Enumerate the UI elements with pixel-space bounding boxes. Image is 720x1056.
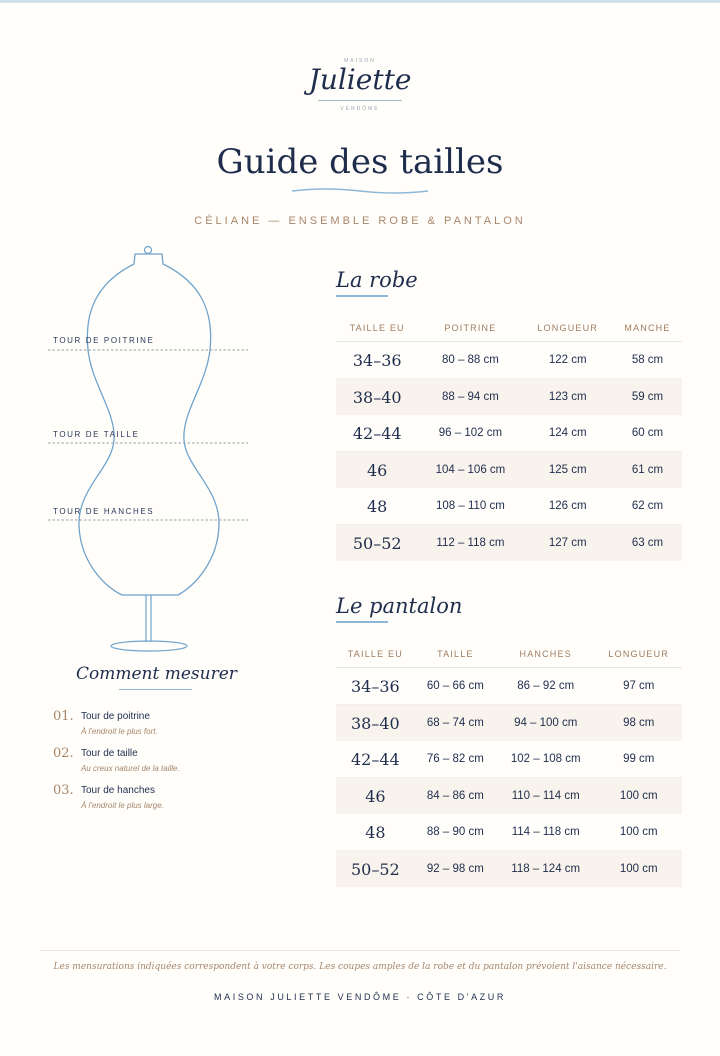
pantalon-header-longueur: LONGUEUR xyxy=(595,641,682,668)
manche-cell: 60 cm xyxy=(613,415,682,452)
size-cell: 50–52 xyxy=(336,525,418,562)
size-cell: 46 xyxy=(336,778,415,815)
poitrine-cell: 80 – 88 cm xyxy=(418,342,522,379)
robe-size-table xyxy=(336,315,682,561)
manche-cell: 58 cm xyxy=(613,342,682,379)
table-row xyxy=(336,342,682,379)
howto-title: Comment mesurer xyxy=(76,664,237,684)
table-row xyxy=(336,525,682,562)
robe-header-longueur: LONGUEUR xyxy=(522,315,613,342)
table-row xyxy=(336,379,682,416)
poitrine-cell: 88 – 94 cm xyxy=(418,379,522,416)
table-row xyxy=(336,488,682,525)
taille-cell: 60 – 66 cm xyxy=(415,668,496,705)
manche-cell: 63 cm xyxy=(613,525,682,562)
step-number: 03. xyxy=(53,783,74,798)
table-row xyxy=(336,741,682,778)
size-cell: 50–52 xyxy=(336,851,415,888)
robe-section-underline xyxy=(336,295,388,297)
hanches-cell: 110 – 114 cm xyxy=(496,778,595,815)
pantalon-header-taille-eu: TAILLE EU xyxy=(336,641,415,668)
manche-cell: 59 cm xyxy=(613,379,682,416)
table-row xyxy=(336,778,682,815)
size-cell: 34–36 xyxy=(336,668,415,705)
manche-cell: 61 cm xyxy=(613,452,682,489)
step-name: Tour de hanches xyxy=(81,785,155,796)
poitrine-cell: 96 – 102 cm xyxy=(418,415,522,452)
footnote: Les mensurations indiquées correspondent à votre corps. Les coupes amples de la robe et du pantalon prévoient l'aisance nécessaire. xyxy=(53,962,667,972)
table-row xyxy=(336,668,682,705)
table-row xyxy=(336,705,682,742)
longueur-cell: 97 cm xyxy=(595,668,682,705)
poitrine-cell: 112 – 118 cm xyxy=(418,525,522,562)
longueur-cell: 126 cm xyxy=(522,488,613,525)
step-note: À l'endroit le plus fort. xyxy=(81,727,158,736)
hanches-cell: 94 – 100 cm xyxy=(496,705,595,742)
brand-top-text: MAISON xyxy=(344,58,376,64)
step-note: À l'endroit le plus large. xyxy=(81,801,164,810)
hanches-cell: 114 – 118 cm xyxy=(496,814,595,851)
size-cell: 46 xyxy=(336,452,418,489)
poitrine-cell: 108 – 110 cm xyxy=(418,488,522,525)
size-cell: 42–44 xyxy=(336,415,418,452)
footer-divider xyxy=(40,950,680,951)
size-cell: 42–44 xyxy=(336,741,415,778)
brand-logo: Juliette xyxy=(308,63,412,96)
mannequin-illustration xyxy=(40,238,260,662)
pantalon-size-table xyxy=(336,641,682,887)
table-row xyxy=(336,851,682,888)
longueur-cell: 124 cm xyxy=(522,415,613,452)
step-name: Tour de poitrine xyxy=(81,711,150,722)
longueur-cell: 125 cm xyxy=(522,452,613,489)
footer-brand: MAISON JULIETTE VENDÔME · CÔTE D'AZUR xyxy=(214,992,506,1002)
robe-header-poitrine: POITRINE xyxy=(418,315,522,342)
longueur-cell: 123 cm xyxy=(522,379,613,416)
brand-bottom-text: VENDÔME xyxy=(340,106,380,112)
label-tour-hanches: TOUR DE HANCHES xyxy=(53,507,155,516)
longueur-cell: 127 cm xyxy=(522,525,613,562)
pantalon-header-hanches: HANCHES xyxy=(496,641,595,668)
size-cell: 48 xyxy=(336,814,415,851)
poitrine-cell: 104 – 106 cm xyxy=(418,452,522,489)
step-note: Au creux naturel de la taille. xyxy=(81,764,180,773)
step-number: 01. xyxy=(53,709,74,724)
size-cell: 34–36 xyxy=(336,342,418,379)
manche-cell: 62 cm xyxy=(613,488,682,525)
brand-divider xyxy=(318,100,402,101)
hanches-cell: 102 – 108 cm xyxy=(496,741,595,778)
label-tour-taille: TOUR DE TAILLE xyxy=(53,430,140,439)
longueur-cell: 100 cm xyxy=(595,814,682,851)
pantalon-section-underline xyxy=(336,621,388,623)
hanches-cell: 86 – 92 cm xyxy=(496,668,595,705)
longueur-cell: 100 cm xyxy=(595,778,682,815)
pantalon-section-title: Le pantalon xyxy=(336,594,463,618)
table-row xyxy=(336,415,682,452)
robe-header-taille-eu: TAILLE EU xyxy=(336,315,418,342)
size-cell: 48 xyxy=(336,488,418,525)
taille-cell: 92 – 98 cm xyxy=(415,851,496,888)
page-title: Guide des tailles xyxy=(216,142,504,182)
page-subtitle: CÉLIANE — ENSEMBLE ROBE & PANTALON xyxy=(194,215,526,227)
taille-cell: 68 – 74 cm xyxy=(415,705,496,742)
step-name: Tour de taille xyxy=(81,748,138,759)
step-number: 02. xyxy=(53,746,74,761)
howto-underline xyxy=(119,689,192,690)
longueur-cell: 100 cm xyxy=(595,851,682,888)
table-row xyxy=(336,814,682,851)
robe-header-manche: MANCHE xyxy=(613,315,682,342)
title-underline xyxy=(290,186,430,196)
size-cell: 38–40 xyxy=(336,705,415,742)
top-accent-bar xyxy=(0,0,720,3)
pantalon-header-taille: TAILLE xyxy=(415,641,496,668)
taille-cell: 76 – 82 cm xyxy=(415,741,496,778)
size-cell: 38–40 xyxy=(336,379,418,416)
label-tour-poitrine: TOUR DE POITRINE xyxy=(53,336,155,345)
robe-section-title: La robe xyxy=(336,268,418,292)
table-row xyxy=(336,452,682,489)
taille-cell: 84 – 86 cm xyxy=(415,778,496,815)
longueur-cell: 122 cm xyxy=(522,342,613,379)
hanches-cell: 118 – 124 cm xyxy=(496,851,595,888)
longueur-cell: 98 cm xyxy=(595,705,682,742)
taille-cell: 88 – 90 cm xyxy=(415,814,496,851)
longueur-cell: 99 cm xyxy=(595,741,682,778)
